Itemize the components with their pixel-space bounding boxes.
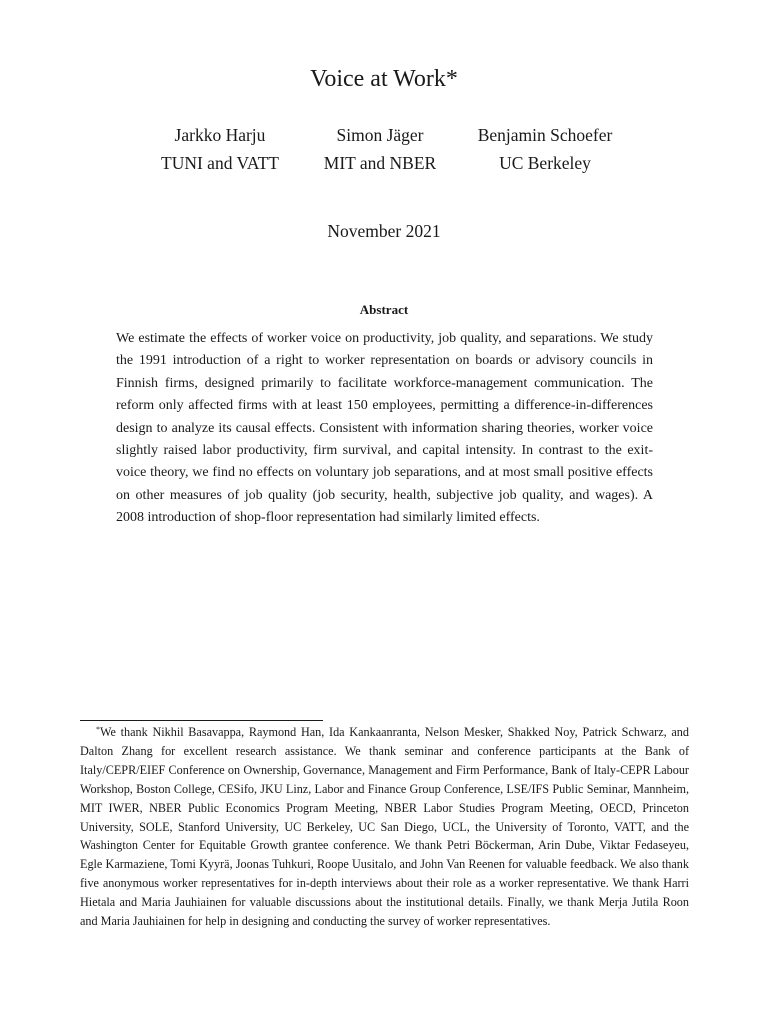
author-name: Jarkko Harju (174, 125, 266, 145)
author-affiliation: MIT and NBER (323, 153, 437, 173)
footnote-marker: * (96, 725, 100, 734)
footnote-text: We thank Nikhil Basavappa, Raymond Han, Ida Kankaanranta, Nelson Mesker, Shakked Noy, Patrick Schwarz, and Dalton Zhang for excellent research assistance. We thank seminar and conference participants at the Bank of Italy/CEPR/EIEF Conference on Ownership, Governance, Management and Firm Performance, Bank of Italy-CEPR Labour Workshop, Boston College, CESifo, JKU Linz, Labor and Finance Group Conference, LSE/IFS Public Seminar, Mannheim, MIT IWER, NBER Public Economics Program Meeting, NBER Labor Studies Program Meeting, OECD, Princeton University, SOLE, Stanford University, UC Berkeley, UC San Diego, UCL, the University of Toronto, VATT, and the Washington Center for Equitable Growth grantee conference. We thank Petri Böckerman, Arin Dube, Viktar Fedaseyeu, Egle Karmaziene, Tomi Kyyrä, Joonas Tuhkuri, Roope Uusitalo, and John Van Reenen for valuable feedback. We also thank five anonymous worker representatives for in-depth interviews about their role as a worker representative. We thank Harri Hietala and Maria Jauhiainen for valuable discussions about the institutional details. Finally, we thank Merja Jutila Roon and Maria Jauhiainen for help in designing and conducting the survey of worker representatives. (80, 725, 689, 929)
footnote (80, 721, 689, 931)
author-name: Benjamin Schoefer (477, 125, 613, 145)
abstract-heading: Abstract (359, 302, 409, 317)
author-affiliation: UC Berkeley (499, 153, 591, 173)
author-block (305, 121, 455, 177)
author-name: Simon Jäger (336, 125, 424, 145)
author-block (460, 121, 630, 177)
publication-date: November 2021 (327, 221, 441, 241)
abstract-text: We estimate the effects of worker voice on productivity, job quality, and separations. We study the 1991 introduction of a right to worker representation on boards or advisory councils in Finnish firms, designed primarily to facilitate workforce-management communication. The reform only affected firms with at least 150 employees, permitting a difference-in-differences design to analyze its causal effects. Consistent with information sharing theories, worker voice slightly raised labor productivity, firm survival, and capital intensity. In contrast to the exit-voice theory, we find no effects on voluntary job separations, and at most small positive effects on other measures of job quality (job security, health, subjective job quality, and wages). A 2008 introduction of shop-floor representation had similarly limited effects. (116, 331, 653, 526)
author-affiliation: TUNI and VATT (161, 153, 279, 173)
paper-title: Voice at Work* (310, 66, 458, 92)
author-block (150, 121, 290, 177)
